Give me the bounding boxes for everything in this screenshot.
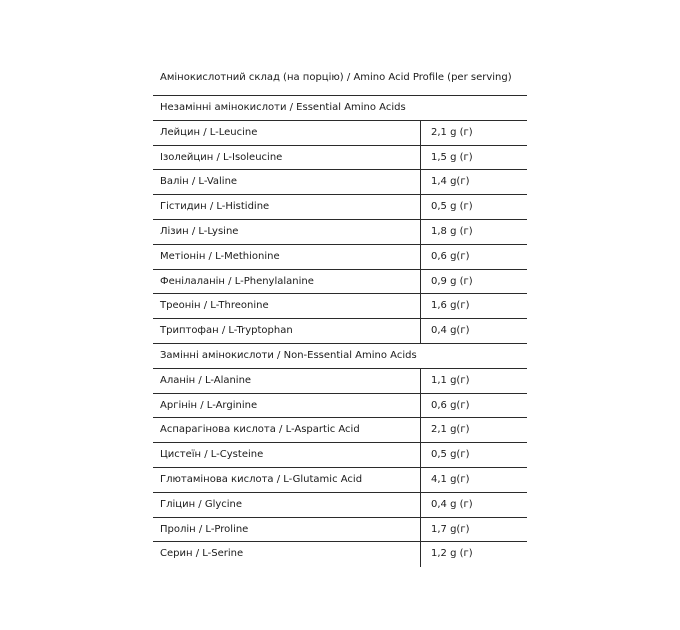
amino-acid-amount: 1,6 g(г) — [420, 294, 527, 318]
amino-acid-name: Глютамінова кислота / L-Glutamic Acid — [160, 473, 363, 485]
amino-acid-amount: 1,7 g(г) — [420, 518, 527, 542]
amino-acid-name: Цистеїн / L-Cysteine — [160, 449, 264, 461]
table-row — [153, 542, 527, 567]
amino-acid-amount: 0,9 g (г) — [420, 270, 527, 294]
table-row — [153, 394, 527, 419]
amino-acid-name: Метіонін / L-Methionine — [160, 250, 280, 262]
amino-acid-amount: 0,4 g (г) — [420, 493, 527, 517]
amino-acid-name: Треонін / L-Threonine — [160, 300, 269, 312]
table-row — [153, 121, 527, 146]
amino-acid-name: Лейцин / L-Leucine — [160, 126, 258, 138]
section-heading-label: Замінні амінокислоти / Non-Essential Amino Acids — [160, 349, 417, 361]
amino-acid-amount: 2,1 g(г) — [420, 418, 527, 442]
table-row — [153, 493, 527, 518]
amino-acid-amount: 1,4 g(г) — [420, 170, 527, 194]
table-row — [153, 443, 527, 468]
table-row — [153, 146, 527, 171]
table-row — [153, 170, 527, 195]
table-row — [153, 294, 527, 319]
amino-acid-name: Лізин / L-Lysine — [160, 225, 239, 237]
amino-acid-name: Аргінін / L-Arginine — [160, 399, 258, 411]
amino-acid-name: Гістидин / L-Histidine — [160, 201, 270, 213]
amino-acid-amount: 0,6 g(г) — [420, 394, 527, 418]
amino-acid-name: Аспарагінова кислота / L-Aspartic Acid — [160, 424, 360, 436]
amino-acid-amount: 0,4 g(г) — [420, 319, 527, 343]
amino-acid-amount: 0,5 g(г) — [420, 443, 527, 467]
table-row — [153, 518, 527, 543]
amino-acid-name: Аланін / L-Alanine — [160, 374, 252, 386]
table-title: Амінокислотний склад (на порцію) / Amino Acid Profile (per serving) — [153, 64, 527, 96]
table-row — [153, 270, 527, 295]
section-heading-non-essential — [153, 344, 527, 369]
amino-acid-amount: 1,2 g (г) — [420, 542, 527, 567]
amino-acid-amount: 2,1 g (г) — [420, 121, 527, 145]
amino-acid-amount: 0,5 g (г) — [420, 195, 527, 219]
table-row — [153, 468, 527, 493]
table-row — [153, 195, 527, 220]
amino-acid-table — [153, 64, 527, 567]
table-row — [153, 220, 527, 245]
amino-acid-name: Триптофан / L-Tryptophan — [160, 325, 293, 337]
section-heading-label: Незамінні амінокислоти / Essential Amino Acids — [160, 102, 406, 113]
amino-acid-name: Фенілаланін / L-Phenylalanine — [160, 275, 314, 287]
amino-acid-name: Серин / L-Serine — [160, 548, 244, 560]
amino-acid-amount: 1,1 g(г) — [420, 369, 527, 393]
amino-acid-amount: 4,1 g(г) — [420, 468, 527, 492]
table-row — [153, 245, 527, 270]
amino-acid-amount: 1,8 g (г) — [420, 220, 527, 244]
amino-acid-name: Ізолейцин / L-Isoleucine — [160, 151, 283, 163]
amino-acid-name: Валін / L-Valine — [160, 176, 238, 188]
amino-acid-amount: 0,6 g(г) — [420, 245, 527, 269]
table-row — [153, 319, 527, 344]
amino-acid-name: Гліцин / Glycine — [160, 498, 243, 510]
section-heading-essential — [153, 96, 527, 121]
amino-acid-name: Пролін / L-Proline — [160, 523, 249, 535]
table-row — [153, 369, 527, 394]
table-row — [153, 418, 527, 443]
amino-acid-amount: 1,5 g (г) — [420, 146, 527, 170]
